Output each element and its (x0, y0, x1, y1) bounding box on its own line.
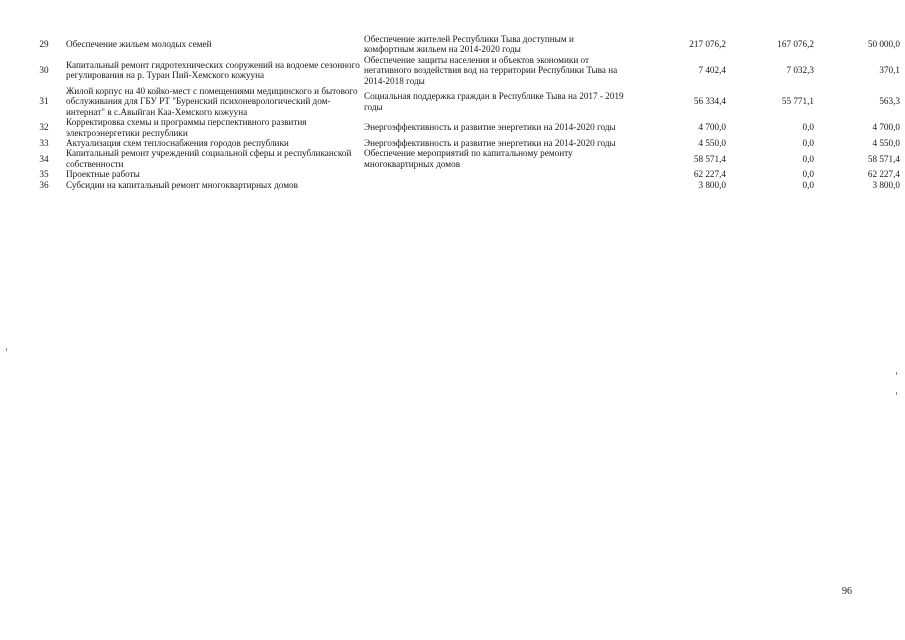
program-name (364, 180, 626, 190)
scan-speck (896, 372, 897, 375)
table-row (22, 117, 900, 138)
table-row (22, 169, 900, 179)
amount-col-2: 0,0 (802, 153, 814, 164)
table-row (22, 180, 900, 190)
row-number: 30 (39, 65, 49, 76)
amount-col-2: 0,0 (802, 138, 814, 149)
amount-col-3: 50 000,0 (867, 39, 900, 50)
amount-col-3: 3 800,0 (872, 179, 900, 190)
amount-col-3: 62 227,4 (867, 169, 900, 180)
scan-speck (6, 348, 7, 351)
amount-total: 4 550,0 (698, 138, 726, 149)
program-name: Обеспечение жителей Республики Тыва доступным и комфортным жильем на 2014-2020 годы (364, 34, 574, 55)
program-name: Энергоэффективность и развитие энергетики на 2014-2020 годы (364, 138, 616, 149)
row-number: 34 (39, 153, 49, 164)
object-name: Корректировка схемы и программы перспективного развития электроэнергетики республики (66, 117, 307, 138)
row-number: 33 (39, 138, 49, 149)
object-name: Капитальный ремонт гидротехнических сооружений на водоеме сезонного регулирования на р. Туран Пий-Хемского кожууна (66, 60, 360, 81)
program-name: Социальная поддержка граждан в Республике Тыва на 2017 - 2019 годы (364, 91, 624, 112)
amount-col-2: 0,0 (802, 179, 814, 190)
object-name: Капитальный ремонт учреждений социальной сферы и республиканской собственности (66, 148, 352, 169)
object-name: Обеспечение жильем молодых семей (66, 39, 212, 50)
amount-col-2: 7 032,3 (786, 65, 814, 76)
amount-total: 217 076,2 (689, 39, 726, 50)
page-number: 96 (842, 586, 852, 597)
table-row (22, 55, 900, 86)
row-number: 32 (39, 122, 49, 133)
table-row (22, 86, 900, 117)
amount-col-2: 167 076,2 (777, 39, 814, 50)
amount-total: 4 700,0 (698, 122, 726, 133)
object-name: Субсидии на капитальный ремонт многоквартирных домов (66, 179, 298, 190)
amount-total: 56 334,4 (693, 96, 726, 107)
program-name: Обеспечение мероприятий по капитальному ремонту многоквартирных домов (364, 148, 573, 169)
amount-total: 7 402,4 (698, 65, 726, 76)
row-number: 31 (39, 96, 49, 107)
object-name: Жилой корпус на 40 койко-мест с помещениями медицинского и бытового обслуживания для ГБУ РТ "Буренский психоневрологический дом-интернат" в с.Авыйган Каа-Хемского кожууна (66, 86, 358, 117)
row-number: 29 (39, 39, 49, 50)
amount-total: 3 800,0 (698, 179, 726, 190)
amount-col-2: 0,0 (802, 122, 814, 133)
object-name: Актуализация схем теплоснабжения городов республики (66, 138, 289, 149)
budget-table (22, 34, 900, 190)
row-number: 36 (39, 179, 49, 190)
amount-col-2: 0,0 (802, 169, 814, 180)
program-name: Энергоэффективность и развитие энергетики на 2014-2020 годы (364, 122, 616, 133)
amount-col-3: 4 700,0 (872, 122, 900, 133)
amount-total: 62 227,4 (693, 169, 726, 180)
amount-total: 58 571,4 (693, 153, 726, 164)
amount-col-2: 55 771,1 (781, 96, 814, 107)
table-row (22, 148, 900, 169)
object-name: Проектные работы (66, 169, 140, 180)
table-row (22, 34, 900, 55)
row-number: 35 (39, 169, 49, 180)
amount-col-3: 4 550,0 (872, 138, 900, 149)
amount-col-3: 58 571,4 (867, 153, 900, 164)
scan-speck (896, 392, 897, 395)
program-name: Обеспечение защиты населения и объектов экономики от негативного воздействия вод на территории Республики Тыва на 2014-2018 годы (364, 54, 618, 86)
amount-col-3: 370,1 (879, 65, 900, 76)
amount-col-3: 563,3 (879, 96, 900, 107)
table-row (22, 138, 900, 148)
program-name (364, 169, 626, 179)
